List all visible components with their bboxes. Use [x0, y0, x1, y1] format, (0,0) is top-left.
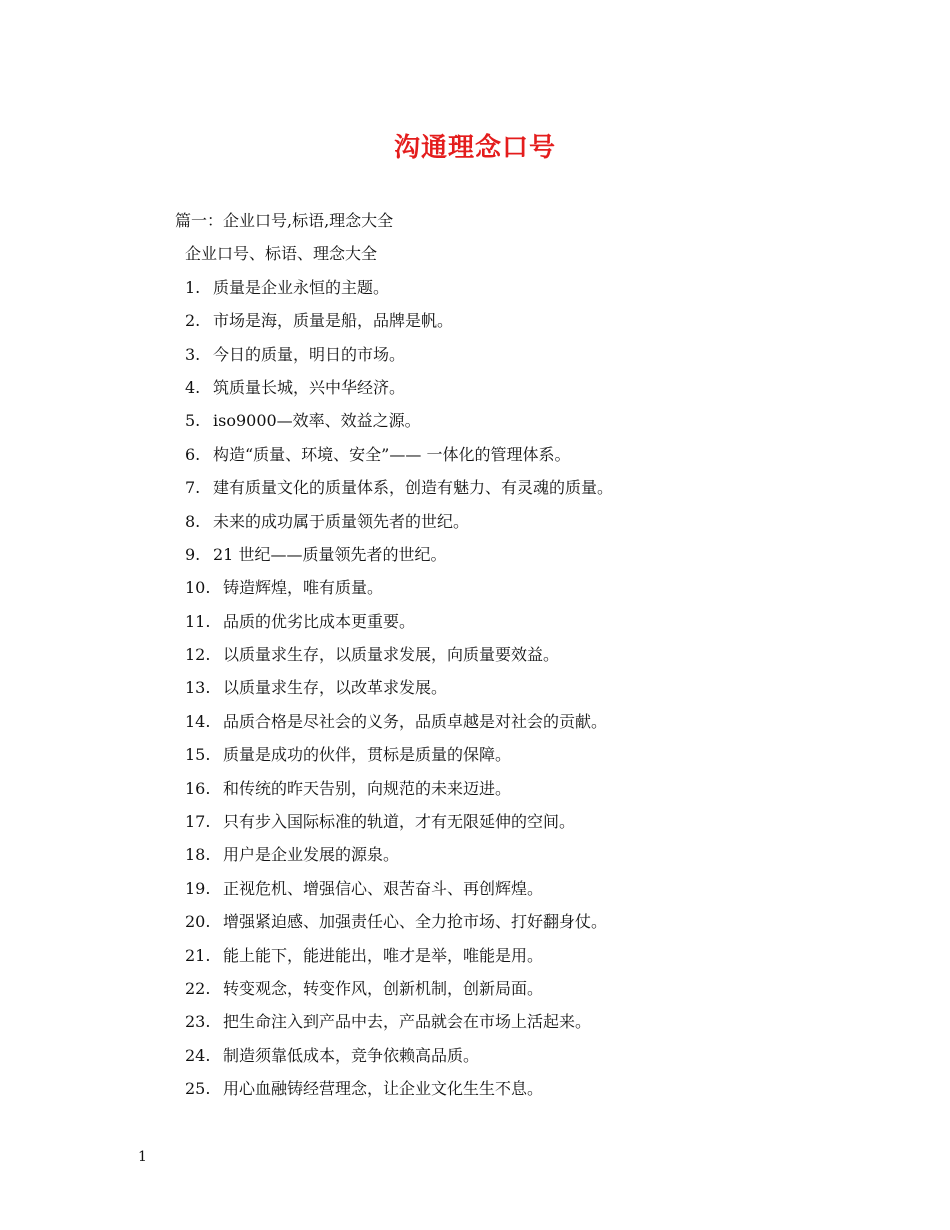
list-item-number: 6.: [185, 444, 201, 464]
list-item-text: 未来的成功属于质量领先者的世纪。: [213, 511, 470, 531]
list-item-text: 品质的优劣比成本更重要。: [223, 611, 416, 631]
list-item-text: iso9000—效率、效益之源。: [213, 411, 421, 431]
list-item-text: 和传统的昨天告别，向规范的未来迈进。: [223, 778, 512, 798]
list-item-text: 今日的质量，明日的市场。: [213, 344, 406, 364]
list-item-text: 正视危机、增强信心、艰苦奋斗、再创辉煌。: [223, 878, 544, 898]
list-item: [175, 671, 895, 704]
list-item: [175, 805, 895, 838]
list-item: [175, 772, 895, 805]
list-item-number: 7.: [185, 478, 201, 498]
list-item-number: 22.: [185, 978, 211, 998]
list-item-text: 质量是成功的伙伴，贯标是质量的保障。: [223, 745, 512, 765]
list-item-text: 品质合格是尽社会的义务，品质卓越是对社会的贡献。: [223, 711, 608, 731]
list-item-text: 用户是企业发展的源泉。: [223, 845, 400, 865]
list-item-text: 只有步入国际标准的轨道，才有无限延伸的空间。: [223, 812, 576, 832]
list-item-number: 21.: [185, 945, 211, 965]
list-item-number: 16.: [185, 778, 211, 798]
page-number: 1: [138, 1149, 147, 1165]
list-item-number: 23.: [185, 1012, 211, 1032]
list-item-number: 17.: [185, 812, 211, 832]
list-item-number: 12.: [185, 645, 211, 665]
list-item: [175, 571, 895, 604]
list-item: [175, 304, 895, 337]
list-item-number: 13.: [185, 678, 211, 698]
section-subheading: 企业口号、标语、理念大全: [185, 244, 378, 264]
list-item-text: 以质量求生存，以改革求发展。: [223, 678, 448, 698]
list-item: [175, 905, 895, 938]
list-item: [175, 338, 895, 371]
list-item-text: 铸造辉煌，唯有质量。: [223, 578, 384, 598]
list-item-number: 1.: [185, 277, 201, 297]
list-item-text: 把生命注入到产品中去，产品就会在市场上活起来。: [223, 1012, 592, 1032]
list-item-text: 构造“质量、环境、安全”—— 一体化的管理体系。: [213, 444, 571, 464]
list-item: [175, 838, 895, 871]
list-item-number: 10.: [185, 578, 211, 598]
list-item-text: 建有质量文化的质量体系，创造有魅力、有灵魂的质量。: [213, 478, 614, 498]
list-item-number: 18.: [185, 845, 211, 865]
list-item: [175, 1072, 895, 1105]
list-item-number: 25.: [185, 1079, 211, 1099]
list-item: [175, 872, 895, 905]
list-item: [175, 1039, 895, 1072]
list-item-text: 用心血融铸经营理念，让企业文化生生不息。: [223, 1079, 544, 1099]
section-heading: 篇一：企业口号,标语,理念大全: [175, 211, 394, 230]
list-item-number: 3.: [185, 344, 201, 364]
list-item: [175, 972, 895, 1005]
list-item-number: 2.: [185, 311, 201, 331]
list-item-number: 20.: [185, 912, 211, 932]
list-item-text: 市场是海，质量是船，品牌是帆。: [213, 311, 454, 331]
list-item-number: 4.: [185, 377, 201, 397]
document-body: [175, 204, 895, 1106]
list-item-text: 质量是企业永恒的主题。: [213, 277, 390, 297]
list-item: [175, 1005, 895, 1038]
list-item: [175, 638, 895, 671]
list-item-number: 8.: [185, 511, 201, 531]
list-item: [175, 471, 895, 504]
list-item-text: 转变观念，转变作风，创新机制，创新局面。: [223, 978, 544, 998]
list-item-text: 筑质量长城，兴中华经济。: [213, 377, 406, 397]
list-item: [175, 538, 895, 571]
list-item-number: 9.: [185, 544, 201, 564]
list-item-number: 24.: [185, 1045, 211, 1065]
list-item-text: 以质量求生存，以质量求发展，向质量要效益。: [223, 645, 560, 665]
list-item-number: 15.: [185, 745, 211, 765]
list-item-number: 19.: [185, 878, 211, 898]
list-item-text: 制造须靠低成本，竞争依赖高品质。: [223, 1045, 480, 1065]
list-item: [175, 705, 895, 738]
list-item-text: 增强紧迫感、加强责任心、全力抢市场、打好翻身仗。: [223, 912, 608, 932]
list-item-number: 11.: [185, 611, 211, 631]
document-title: 沟通理念口号: [393, 133, 556, 163]
list-item: [175, 404, 895, 437]
list-item: [175, 605, 895, 638]
list-item: [175, 505, 895, 538]
list-item-number: 5.: [185, 411, 201, 431]
list-item: [175, 939, 895, 972]
list-item-number: 14.: [185, 711, 211, 731]
list-item-text: 能上能下，能进能出，唯才是举，唯能是用。: [223, 945, 544, 965]
list-item: [175, 438, 895, 471]
list-item: [175, 371, 895, 404]
list-item-text: 21 世纪——质量领先者的世纪。: [213, 544, 447, 564]
list-item: [175, 738, 895, 771]
list-item: [175, 271, 895, 304]
